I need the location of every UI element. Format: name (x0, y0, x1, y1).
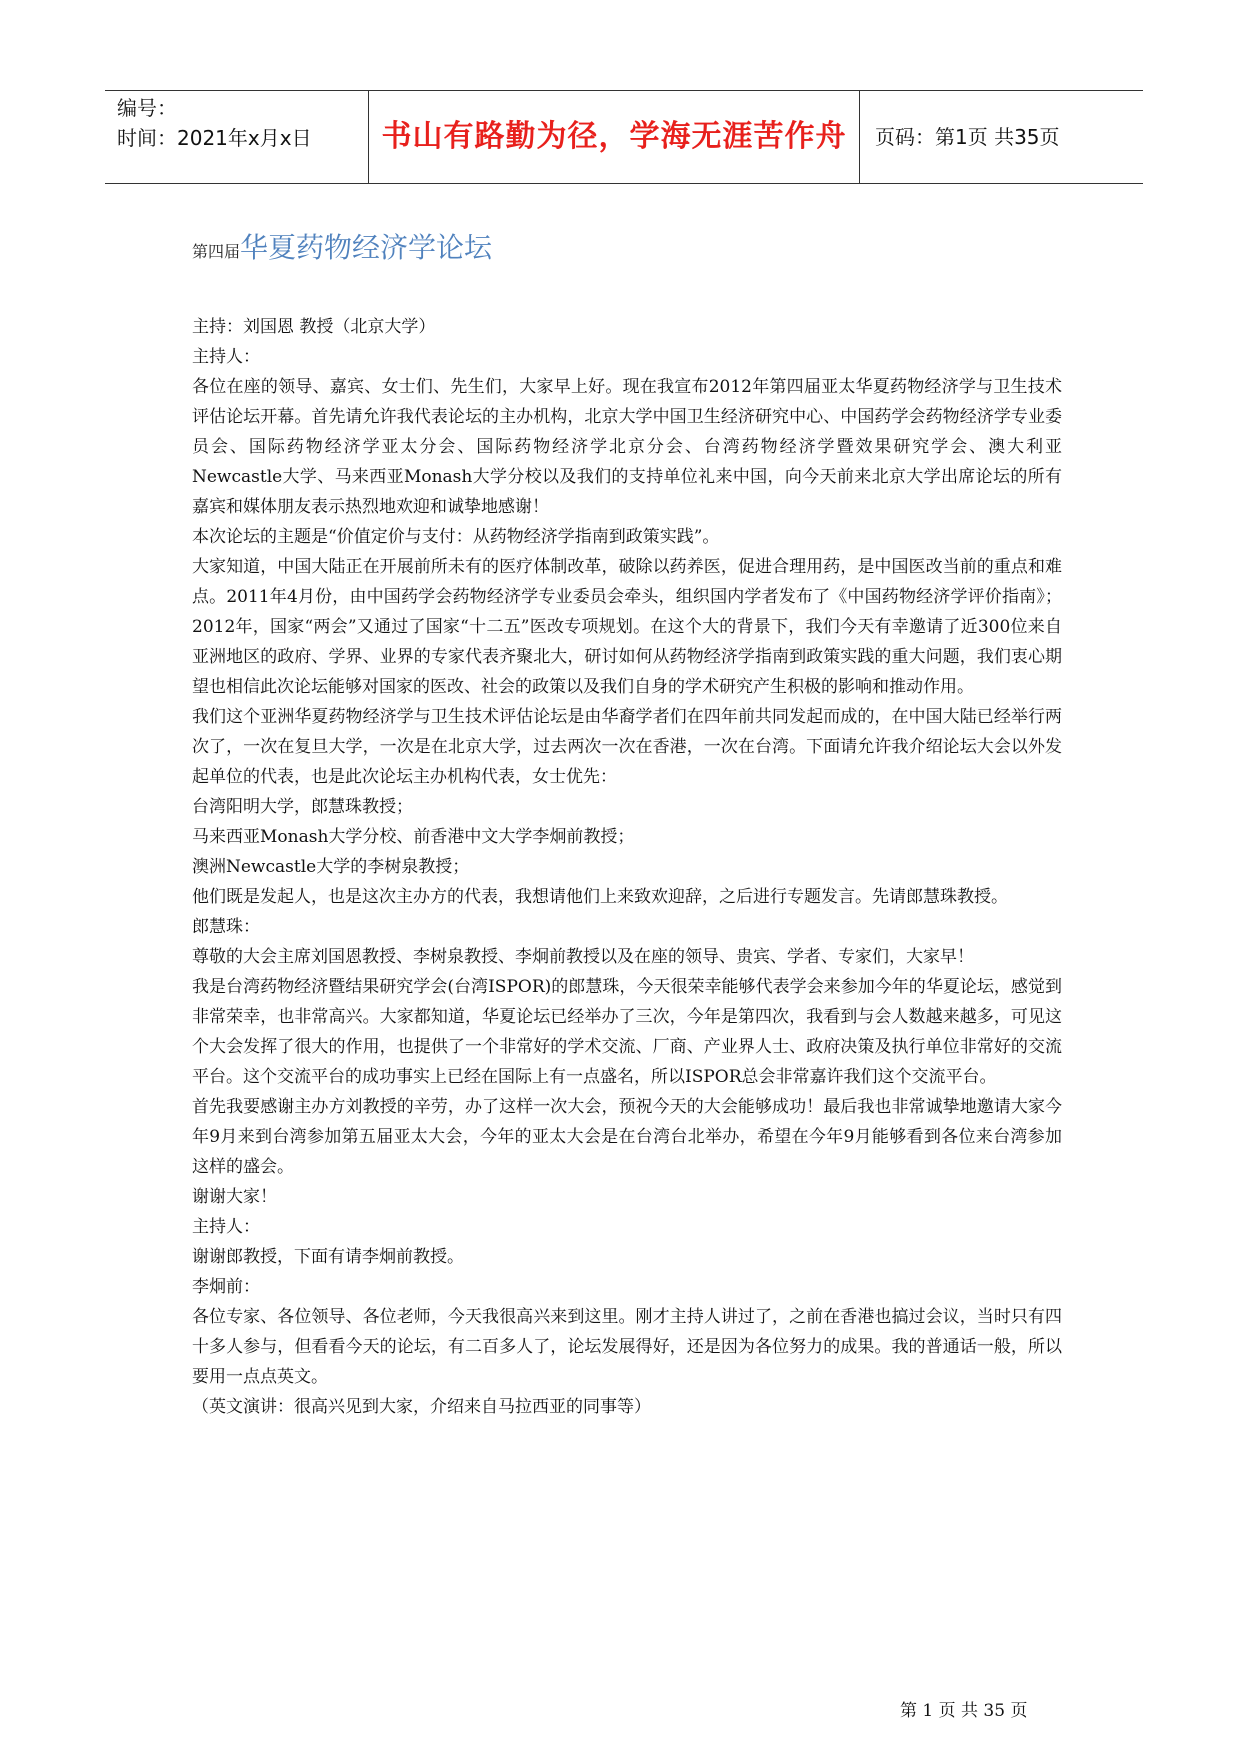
paragraph: 主持：刘国恩 教授（北京大学） (192, 317, 436, 337)
paragraph: 郎慧珠： (192, 917, 260, 937)
document-number-label: 编号： (117, 96, 177, 120)
document-body (192, 312, 1062, 1422)
page-header (105, 90, 1143, 184)
paragraph: 本次论坛的主题是“价值定价与支付：从药物经济学指南到政策实践”。 (192, 527, 720, 547)
page-footer: 第 1 页 共 35 页 (900, 1701, 1028, 1721)
paragraph: 尊敬的大会主席刘国恩教授、李树泉教授、李炯前教授以及在座的领导、贵宾、学者、专家们，大家早！ (192, 947, 974, 967)
paragraph: 主持人： (192, 347, 260, 367)
paragraph: 澳洲Newcastle大学的李树泉教授； (192, 857, 470, 877)
paragraph: 我是台湾药物经济暨结果研究学会(台湾ISPOR)的郎慧珠，今天很荣幸能够代表学会来参加今年的华夏论坛，感觉到非常荣幸，也非常高兴。大家都知道，华夏论坛已经举办了三次，今年是第四次，我看到与会人数越来越多，可见这个大会发挥了很大的作用，也提供了一个非常好的学术交流、厂商、产业界人士、政府决策及执行单位非常好的交流平台。这个交流平台的成功事实上已经在国际上有一点盛名，所以ISPOR总会非常嘉许我们这个交流平台。 (192, 977, 1062, 1087)
paragraph: 李炯前： (192, 1277, 260, 1297)
paragraph: 各位在座的领导、嘉宾、女士们、先生们，大家早上好。现在我宣布2012年第四届亚太华夏药物经济学与卫生技术评估论坛开幕。首先请允许我代表论坛的主办机构，北京大学中国卫生经济研究中心、中国药学会药物经济学专业委员会、国际药物经济学亚太分会、国际药物经济学北京分会、台湾药物经济学暨效果研究学会、澳大利亚Newcastle大学、马来西亚Monash大学分校以及我们的支持单位礼来中国，向今天前来北京大学出席论坛的所有嘉宾和媒体朋友表示热烈地欢迎和诚挚地感谢！ (192, 377, 1062, 517)
header-divider (859, 91, 860, 183)
document-title (192, 226, 492, 266)
document-time-label: 时间：2021年x月x日 (117, 126, 312, 150)
header-page-info: 页码：第1页 共35页 (875, 125, 1060, 149)
paragraph: 各位专家、各位领导、各位老师，今天我很高兴来到这里。刚才主持人讲过了，之前在香港也搞过会议，当时只有四十多人参与，但看看今天的论坛，有二百多人了，论坛发展得好，还是因为各位努力的成果。我的普通话一般，所以要用一点点英文。 (192, 1307, 1062, 1387)
paragraph: 大家知道，中国大陆正在开展前所未有的医疗体制改革，破除以药养医，促进合理用药，是中国医改当前的重点和难点。2011年4月份，由中国药学会药物经济学专业委员会牵头，组织国内学者发布了《中国药物经济学评价指南》；2012年，国家“两会”又通过了国家“十二五”医改专项规划。在这个大的背景下，我们今天有幸邀请了近300位来自亚洲地区的政府、学界、业界的专家代表齐聚北大，研讨如何从药物经济学指南到政策实践的重大问题，我们衷心期望也相信此次论坛能够对国家的医改、社会的政策以及我们自身的学术研究产生积极的影响和推动作用。 (192, 557, 1062, 697)
title-prefix: 第四届 (192, 242, 241, 261)
title-main: 华夏药物经济学论坛 (240, 231, 493, 264)
paragraph: 首先我要感谢主办方刘教授的辛劳，办了这样一次大会，预祝今天的大会能够成功！最后我也非常诚挚地邀请大家今年9月来到台湾参加第五届亚太大会，今年的亚太大会是在台湾台北举办，希望在今年9月能够看到各位来台湾参加这样的盛会。 (192, 1097, 1062, 1177)
header-meta (117, 93, 367, 153)
header-motto: 书山有路勤为径，学海无涯苦作舟 (381, 119, 847, 154)
paragraph: 马来西亚Monash大学分校、前香港中文大学李炯前教授； (192, 827, 635, 847)
paragraph: 谢谢郎教授，下面有请李炯前教授。 (192, 1247, 464, 1267)
paragraph: 台湾阳明大学，郎慧珠教授； (192, 797, 413, 817)
paragraph: （英文演讲：很高兴见到大家，介绍来自马拉西亚的同事等） (192, 1397, 651, 1417)
paragraph: 我们这个亚洲华夏药物经济学与卫生技术评估论坛是由华裔学者们在四年前共同发起而成的，在中国大陆已经举行两次了，一次在复旦大学，一次是在北京大学，过去两次一次在香港，一次在台湾。下面请允许我介绍论坛大会以外发起单位的代表，也是此次论坛主办机构代表，女士优先： (192, 707, 1062, 787)
paragraph: 主持人： (192, 1217, 260, 1237)
paragraph: 他们既是发起人，也是这次主办方的代表，我想请他们上来致欢迎辞，之后进行专题发言。先请郎慧珠教授。 (192, 887, 1008, 907)
paragraph: 谢谢大家！ (192, 1187, 277, 1207)
